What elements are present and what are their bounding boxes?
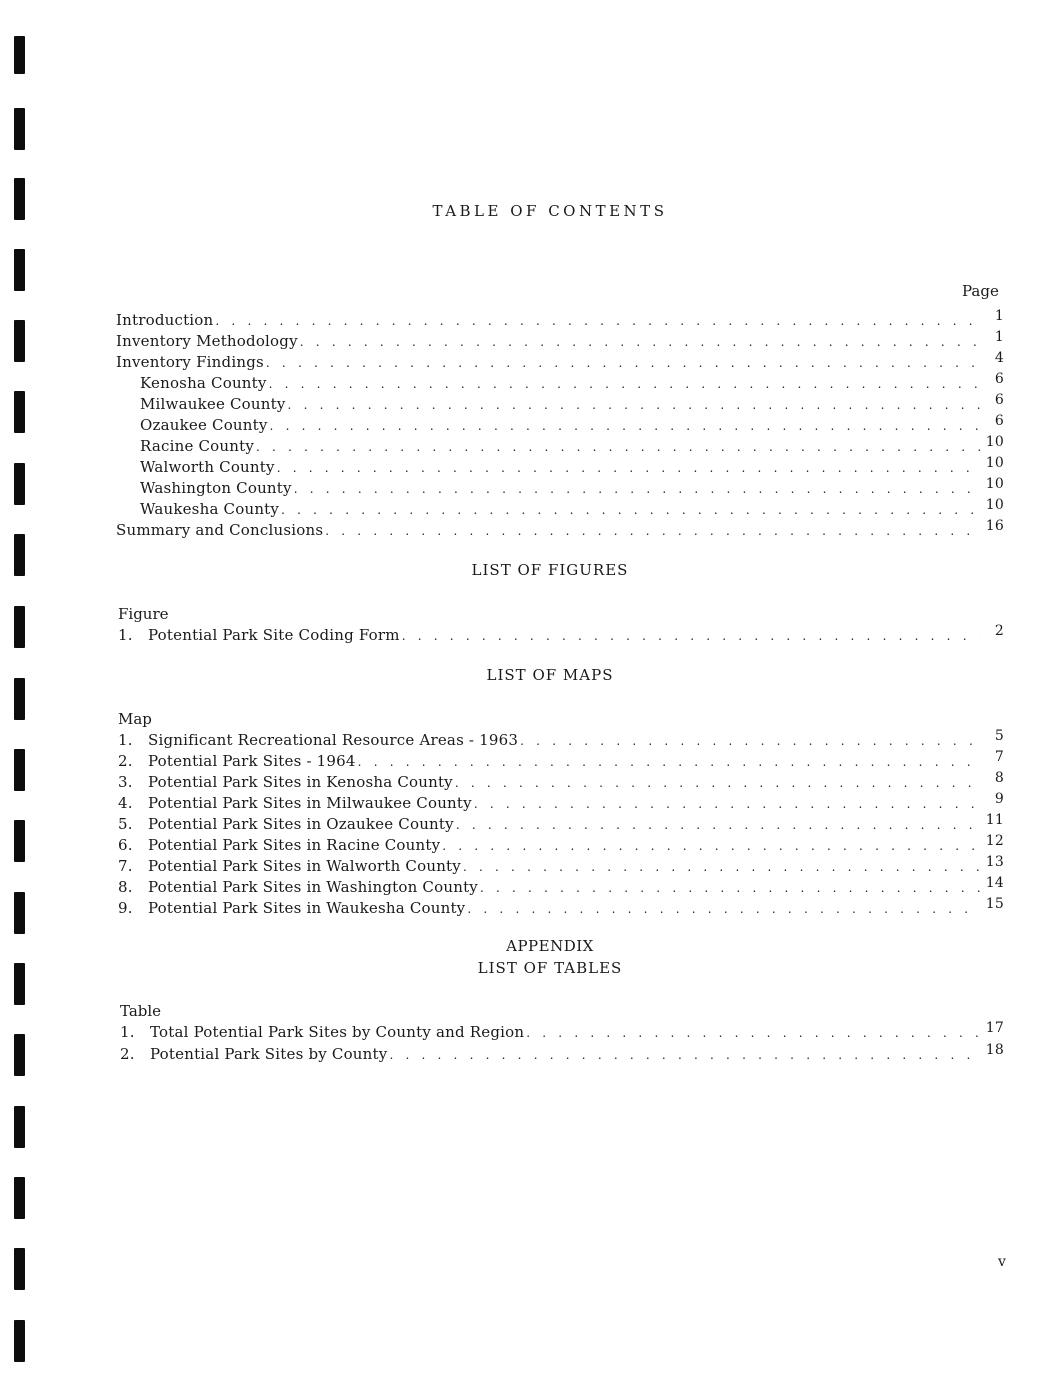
maps-title: LIST OF MAPS bbox=[486, 666, 614, 684]
page-number: v bbox=[998, 1254, 1006, 1270]
figures-title: LIST OF FIGURES bbox=[471, 561, 629, 579]
binding-hole bbox=[14, 1106, 25, 1148]
dot-leader bbox=[467, 902, 979, 916]
map-entry-label: Potential Park Sites in Waukesha County bbox=[148, 899, 466, 917]
map-entry[interactable] bbox=[118, 749, 1004, 773]
toc-entry[interactable] bbox=[116, 308, 1004, 332]
table-entry-page: 17 bbox=[985, 1020, 1004, 1036]
dot-leader bbox=[269, 377, 980, 391]
dot-leader bbox=[325, 524, 980, 538]
binding-hole bbox=[14, 820, 25, 862]
binding-hole bbox=[14, 749, 25, 791]
toc-entry-page: 6 bbox=[994, 371, 1004, 387]
toc-entry-page: 6 bbox=[994, 413, 1004, 429]
table-entry[interactable] bbox=[120, 1020, 1004, 1044]
dot-leader bbox=[520, 734, 980, 748]
map-entry[interactable] bbox=[118, 833, 1004, 857]
dot-leader bbox=[474, 797, 980, 811]
map-entry-label: Potential Park Sites in Racine County bbox=[148, 836, 441, 854]
toc-entry-label: Ozaukee County bbox=[140, 416, 268, 434]
toc-subentry[interactable] bbox=[140, 434, 1004, 458]
map-entry-number: 2. bbox=[118, 752, 133, 770]
map-entry[interactable] bbox=[118, 854, 1004, 878]
map-entry-label: Potential Park Sites in Walworth County bbox=[148, 857, 461, 875]
binding-hole bbox=[14, 606, 25, 648]
toc-entry-page: 1 bbox=[994, 308, 1004, 324]
binding-hole bbox=[14, 391, 25, 433]
map-entry-number: 4. bbox=[118, 794, 133, 812]
toc-subentry[interactable] bbox=[140, 497, 1004, 521]
figure-entry[interactable] bbox=[118, 623, 1004, 647]
toc-entry-page: 6 bbox=[994, 392, 1004, 408]
binding-hole bbox=[14, 463, 25, 505]
toc-entry[interactable] bbox=[116, 329, 1004, 353]
toc-subentry[interactable] bbox=[140, 392, 1004, 416]
table-entry[interactable] bbox=[120, 1042, 1004, 1066]
map-entry[interactable] bbox=[118, 896, 1004, 920]
map-entry-label: Significant Recreational Resource Areas - 1963 bbox=[148, 731, 519, 749]
map-entry-page: 5 bbox=[994, 728, 1004, 744]
map-entry-number: 8. bbox=[118, 878, 133, 896]
figures-section-label: Figure bbox=[118, 605, 169, 623]
dot-leader bbox=[277, 461, 980, 475]
map-entry-page: 12 bbox=[985, 833, 1004, 849]
dot-leader bbox=[288, 398, 980, 412]
binding-hole bbox=[14, 1034, 25, 1076]
figure-entry-page: 2 bbox=[994, 623, 1004, 639]
binding-hole bbox=[14, 1177, 25, 1219]
binding-hole bbox=[14, 320, 25, 362]
dot-leader bbox=[256, 440, 980, 454]
dot-leader bbox=[526, 1026, 980, 1040]
binding-hole bbox=[14, 1320, 25, 1362]
map-entry-label: Potential Park Sites in Washington County bbox=[148, 878, 478, 896]
toc-entry-page: 4 bbox=[994, 350, 1004, 366]
toc-entry-page: 1 bbox=[994, 329, 1004, 345]
dot-leader bbox=[456, 818, 980, 832]
toc-entry[interactable] bbox=[116, 350, 1004, 374]
toc-entry-label: Racine County bbox=[140, 437, 255, 455]
map-entry-number: 7. bbox=[118, 857, 133, 875]
toc-entry-page: 10 bbox=[985, 434, 1004, 450]
map-entry-page: 7 bbox=[994, 749, 1004, 765]
dot-leader bbox=[455, 776, 980, 790]
toc-subentry[interactable] bbox=[140, 476, 1004, 500]
toc-entry-page: 10 bbox=[985, 476, 1004, 492]
dot-leader bbox=[266, 356, 980, 370]
map-entry-label: Potential Park Sites in Milwaukee County bbox=[148, 794, 472, 812]
map-entry[interactable] bbox=[118, 812, 1004, 836]
map-entry-page: 15 bbox=[985, 896, 1004, 912]
dot-leader bbox=[270, 419, 980, 433]
toc-entry-label: Inventory Findings bbox=[116, 353, 264, 371]
toc-subentry[interactable] bbox=[140, 413, 1004, 437]
dot-leader bbox=[294, 482, 980, 496]
dot-leader bbox=[442, 839, 979, 853]
map-entry-number: 6. bbox=[118, 836, 133, 854]
table-entry-number: 1. bbox=[120, 1023, 135, 1041]
map-entry-number: 3. bbox=[118, 773, 133, 791]
toc-title: TABLE OF CONTENTS bbox=[432, 202, 668, 220]
binding-hole bbox=[14, 892, 25, 934]
figure-entry-label: Potential Park Site Coding Form bbox=[148, 626, 400, 644]
tables-title: LIST OF TABLES bbox=[477, 959, 623, 977]
toc-entry-page: 10 bbox=[985, 455, 1004, 471]
map-entry-page: 13 bbox=[985, 854, 1004, 870]
dot-leader bbox=[463, 860, 980, 874]
toc-entry-label: Washington County bbox=[140, 479, 292, 497]
map-entry-page: 14 bbox=[985, 875, 1004, 891]
figure-entry-number: 1. bbox=[118, 626, 133, 644]
dot-leader bbox=[389, 1048, 979, 1062]
dot-leader bbox=[215, 314, 980, 328]
toc-entry-page: 16 bbox=[985, 518, 1004, 534]
map-entry-number: 9. bbox=[118, 899, 133, 917]
toc-entry-label: Milwaukee County bbox=[140, 395, 286, 413]
binding-hole bbox=[14, 1248, 25, 1290]
dot-leader bbox=[358, 755, 980, 769]
map-entry-page: 11 bbox=[985, 812, 1004, 828]
toc-entry-label: Kenosha County bbox=[140, 374, 267, 392]
map-entry[interactable] bbox=[118, 770, 1004, 794]
map-entry-label: Potential Park Sites in Kenosha County bbox=[148, 773, 453, 791]
table-entry-number: 2. bbox=[120, 1045, 135, 1063]
table-entry-label: Potential Park Sites by County bbox=[150, 1045, 388, 1063]
dot-leader bbox=[402, 629, 980, 643]
dot-leader bbox=[281, 503, 980, 517]
map-entry-page: 9 bbox=[994, 791, 1004, 807]
toc-subentry[interactable] bbox=[140, 455, 1004, 479]
appendix-title: APPENDIX bbox=[506, 937, 594, 955]
map-entry-label: Potential Park Sites in Ozaukee County bbox=[148, 815, 454, 833]
maps-section-label: Map bbox=[118, 710, 152, 728]
toc-entry-label: Introduction bbox=[116, 311, 214, 329]
dot-leader bbox=[480, 881, 980, 895]
binding-hole bbox=[14, 678, 25, 720]
binding-hole bbox=[14, 249, 25, 291]
page-column-label: Page bbox=[962, 282, 999, 300]
table-entry-label: Total Potential Park Sites by County and Region bbox=[150, 1023, 525, 1041]
tables-section-label: Table bbox=[120, 1002, 162, 1020]
map-entry[interactable] bbox=[118, 875, 1004, 899]
table-entry-page: 18 bbox=[985, 1042, 1004, 1058]
map-entry[interactable] bbox=[118, 728, 1004, 752]
map-entry-number: 5. bbox=[118, 815, 133, 833]
map-entry[interactable] bbox=[118, 791, 1004, 815]
dot-leader bbox=[300, 335, 980, 349]
toc-entry-page: 10 bbox=[985, 497, 1004, 513]
toc-entry-label: Summary and Conclusions bbox=[116, 521, 324, 539]
map-entry-page: 8 bbox=[994, 770, 1004, 786]
toc-entry[interactable] bbox=[116, 518, 1004, 542]
binding-hole bbox=[14, 36, 25, 74]
toc-entry-label: Walworth County bbox=[140, 458, 275, 476]
toc-entry-label: Inventory Methodology bbox=[116, 332, 298, 350]
binding-hole bbox=[14, 108, 25, 150]
map-entry-label: Potential Park Sites - 1964 bbox=[148, 752, 356, 770]
map-entry-number: 1. bbox=[118, 731, 133, 749]
toc-entry-label: Waukesha County bbox=[140, 500, 280, 518]
toc-subentry[interactable] bbox=[140, 371, 1004, 395]
